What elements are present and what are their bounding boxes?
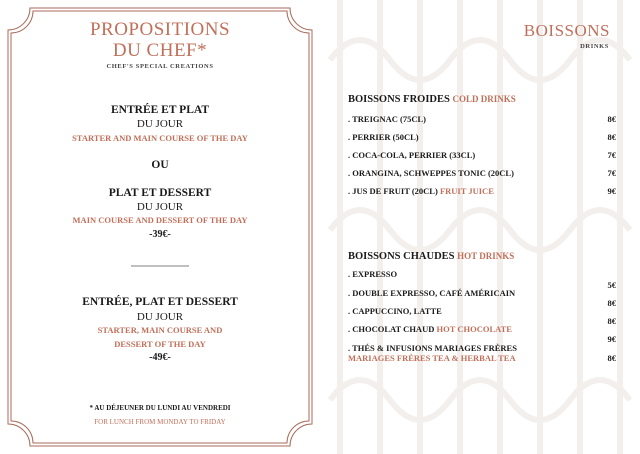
- drink-item: [348, 114, 426, 124]
- cold-heading-en: COLD DRINKS: [452, 94, 516, 104]
- drink-item: [348, 168, 514, 178]
- drink-item: [348, 288, 515, 298]
- or-label: OU: [151, 159, 169, 171]
- offer2-title: PLAT ET DESSERT: [108, 187, 212, 199]
- offer3-price: -49€-: [149, 352, 171, 363]
- offer2-price: -39€-: [149, 229, 171, 240]
- drink-item: [348, 324, 512, 334]
- offer3-du-jour: DU JOUR: [136, 311, 184, 323]
- drink-name: . TREIGNAC (75CL): [348, 114, 427, 124]
- drink-item: [348, 343, 517, 363]
- drink-name-english: FRUIT JUICE: [439, 186, 494, 196]
- offer3-title: ENTRÉE, PLAT ET DESSERT: [82, 296, 238, 308]
- drink-price: 8€: [607, 114, 616, 124]
- drink-name: . EXPRESSO: [348, 269, 398, 279]
- drink-item: [348, 132, 419, 142]
- offer1-title: ENTRÉE ET PLAT: [111, 104, 209, 116]
- cold-drinks-heading: [348, 94, 516, 105]
- hot-heading-fr: BOISSONS CHAUDES: [348, 251, 455, 262]
- footnote-english: FOR LUNCH FROM MONDAY TO FRIDAY: [94, 418, 226, 426]
- drink-name-english: HOT CHOCOLATE: [436, 324, 512, 334]
- drinks-subtitle: DRINKS: [580, 43, 609, 50]
- hot-heading-en: HOT DRINKS: [457, 251, 515, 261]
- drink-name: . CAPPUCCINO, LATTE: [348, 306, 442, 316]
- drink-name: . ORANGINA, SCHWEPPES TONIC (20CL): [348, 168, 514, 178]
- drink-price: 8€: [607, 132, 616, 142]
- drink-price: 8€: [607, 353, 616, 363]
- drink-item: [348, 150, 475, 160]
- drink-item: [348, 186, 494, 196]
- drink-item: [348, 269, 397, 279]
- offer1-du-jour: DU JOUR: [136, 118, 184, 130]
- drink-price: 8€: [607, 298, 616, 308]
- drink-price: 7€: [607, 150, 616, 160]
- drink-name: . COCA-COLA, PERRIER (33CL): [348, 150, 476, 160]
- offer2-english: MAIN COURSE AND DESSERT OF THE DAY: [72, 215, 248, 225]
- drink-price: 8€: [607, 316, 616, 326]
- offer2-du-jour: DU JOUR: [136, 201, 184, 213]
- drink-name: . DOUBLE EXPRESSO, CAFÉ AMÉRICAIN: [348, 288, 516, 298]
- drinks-title: BOISSONS: [523, 21, 610, 40]
- drink-item: [348, 306, 442, 316]
- drink-price: 9€: [607, 334, 616, 344]
- drink-price: 5€: [607, 280, 616, 290]
- drink-name: . THÉS & INFUSIONS MARIAGES FRÈRES: [348, 343, 517, 353]
- cold-heading-fr: BOISSONS FROIDES: [348, 94, 450, 105]
- drink-name-english: MARIAGES FRÈRES TEA & HERBAL TEA: [348, 353, 516, 363]
- footnote: * AU DÉJEUNER DU LUNDI AU VENDREDI: [89, 404, 231, 412]
- drink-name: . CHOCOLAT CHAUD: [348, 324, 435, 334]
- hot-drinks-heading: [348, 251, 514, 262]
- drink-name: . JUS DE FRUIT (20CL): [348, 186, 438, 196]
- drink-name: . PERRIER (50CL): [348, 132, 419, 142]
- offer1-english: STARTER AND MAIN COURSE OF THE DAY: [72, 133, 248, 143]
- page-title-line2: DU CHEF*: [112, 40, 208, 61]
- drink-price: 7€: [607, 168, 616, 178]
- page-subtitle: CHEF'S SPECIAL CREATIONS: [106, 63, 214, 70]
- offer3-english-line2: DESSERT OF THE DAY: [114, 339, 206, 349]
- offer3-english-line1: STARTER, MAIN COURSE AND: [97, 325, 223, 335]
- drink-price: 9€: [607, 186, 616, 196]
- page-title: PROPOSITIONS: [89, 19, 231, 40]
